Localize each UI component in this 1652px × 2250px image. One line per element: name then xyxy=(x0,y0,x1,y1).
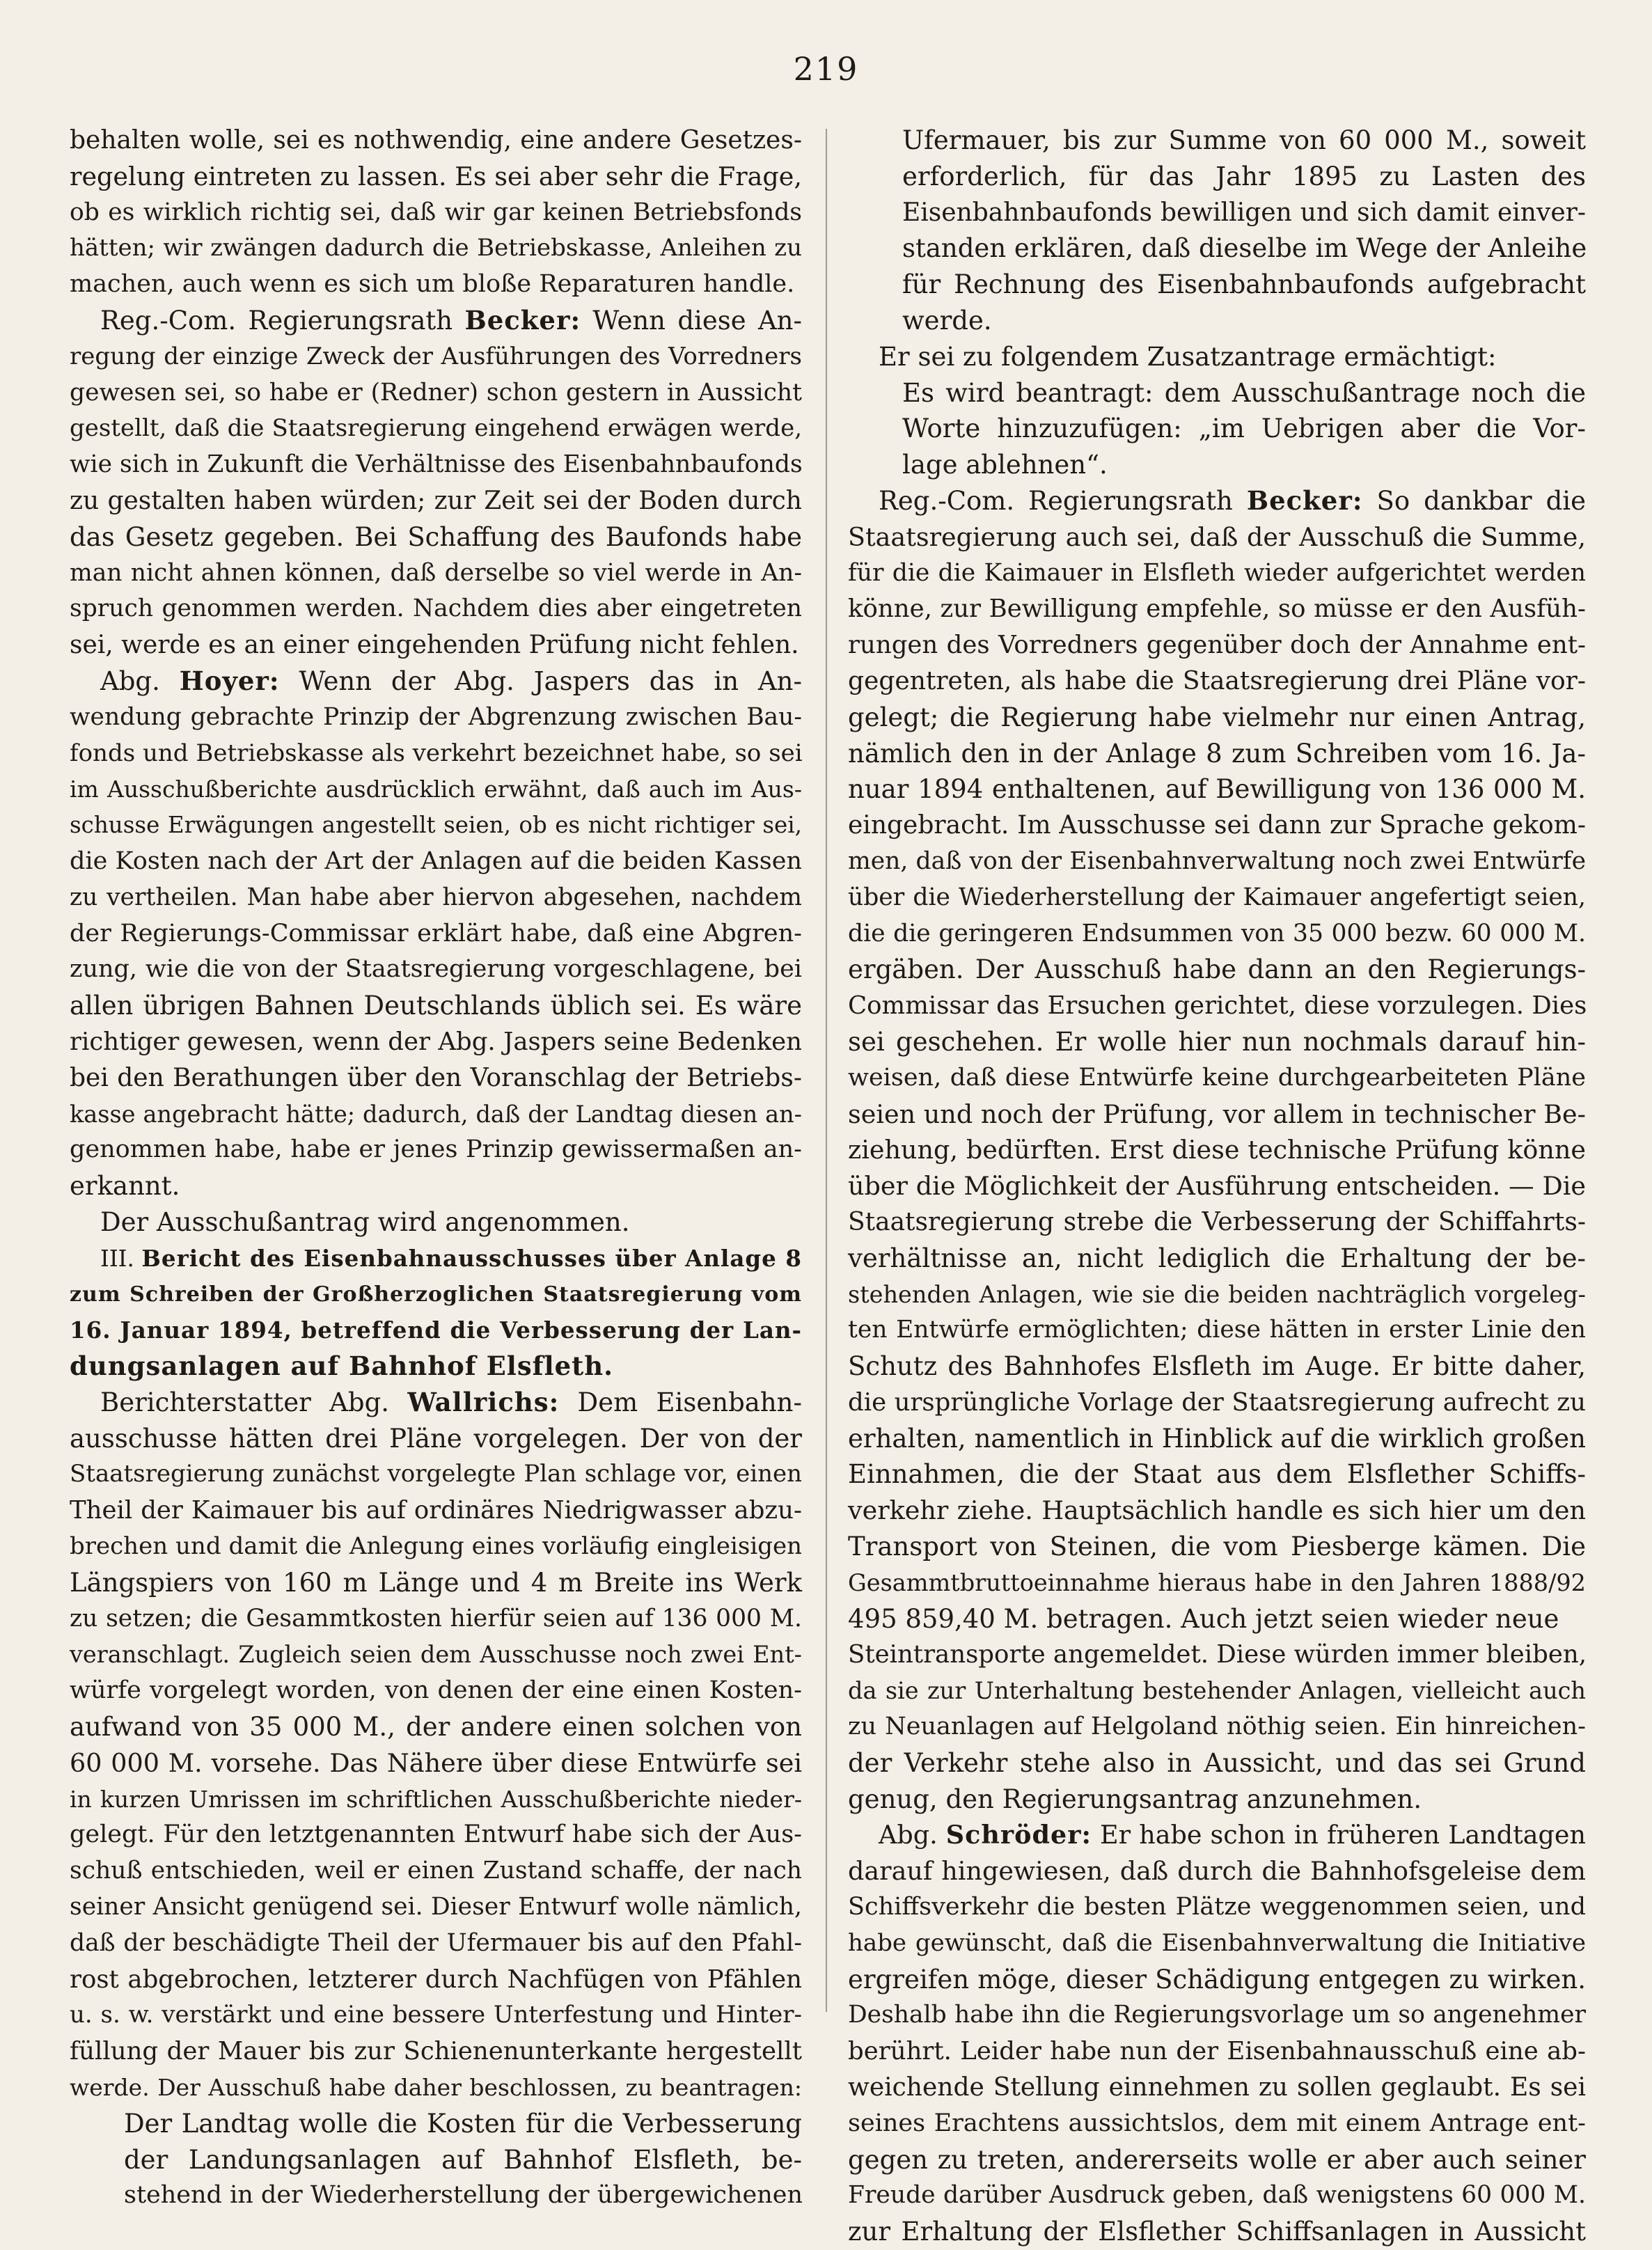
line-text: zu vertheilen. Man habe aber hiervon abgesehen, nachdem xyxy=(70,883,802,911)
line-text: Staatsregierung strebe die Verbesserung der Schiffahrts- xyxy=(848,1207,1586,1236)
text-line xyxy=(70,844,802,880)
text-line xyxy=(848,2070,1586,2106)
line-text: nuar 1894 enthaltenen, auf Bewilligung von 136 000 M. xyxy=(848,774,1586,805)
line-text: über die Wiederherstellung der Kaimauer angefertigt seien, xyxy=(848,883,1586,911)
text-line xyxy=(848,1817,1586,1853)
text-line xyxy=(848,556,1586,592)
line-text: das Gesetz gegeben. Bei Schaffung des Baufonds habe xyxy=(70,521,802,552)
text-line xyxy=(70,2178,802,2214)
text-line xyxy=(848,1096,1586,1133)
text-line xyxy=(848,1926,1586,1962)
text-line xyxy=(70,483,802,519)
line-text-after: Wenn der Abg. Jaspers das in An- xyxy=(279,666,802,696)
text-line xyxy=(848,339,1586,375)
bold-text: dungsanlagen auf Bahnhof Elsfleth. xyxy=(70,1351,614,1382)
text-line xyxy=(70,1565,802,1601)
line-text: Schiffsverkehr die besten Plätze weggenommen seien, und xyxy=(848,1893,1586,1921)
text-line xyxy=(848,1601,1586,1637)
line-text: rungen des Vorredners gegenüber doch der Annahme ent- xyxy=(848,631,1586,660)
line-text-after: Dem Eisenbahn- xyxy=(559,1387,802,1417)
line-text-after: So dankbar die xyxy=(1362,485,1587,516)
line-text: machen, auch wenn es sich um bloße Reparaturen handle. xyxy=(70,270,795,299)
column-divider xyxy=(826,129,827,2012)
line-text: Steintransporte angemeldet. Diese würden immer bleiben, xyxy=(848,1640,1587,1669)
text-line xyxy=(70,771,802,808)
text-line xyxy=(70,627,802,663)
text-line xyxy=(70,123,802,159)
text-line xyxy=(848,195,1586,231)
text-line xyxy=(848,591,1586,627)
line-text: Staatsregierung auch sei, daß der Ausschuß die Summe, xyxy=(848,521,1586,552)
text-line xyxy=(848,1132,1586,1168)
line-text: Es wird beantragt: dem Ausschußantrage noch die xyxy=(902,377,1586,408)
line-text-after: Er habe schon in früheren Landtagen xyxy=(1091,1820,1587,1850)
line-text: habe gewünscht, daß die Eisenbahnverwaltung die Initiative xyxy=(848,1928,1586,1957)
text-line xyxy=(848,1673,1586,1709)
line-text: lage ablehnen“. xyxy=(902,450,1108,480)
line-text: stehenden Anlagen, wie sie die beiden nachträglich vorgeleg- xyxy=(848,1280,1586,1308)
line-text: ausschusse hätten drei Pläne vorgelegen. Der von der xyxy=(70,1423,802,1454)
page-number: 219 xyxy=(793,50,859,88)
line-text: verkehr ziehe. Hauptsächlich handle es sich hier um den xyxy=(848,1495,1586,1526)
line-text: zung, wie die von der Staatsregierung vorgeschlagene, bei xyxy=(70,955,802,984)
text-line xyxy=(70,1817,802,1853)
line-text: Einnahmen, die der Staat aus dem Elsflether Schiffs- xyxy=(848,1459,1586,1490)
line-text: Staatsregierung zunächst vorgelegte Plan schlage vor, einen xyxy=(70,1460,802,1488)
text-line xyxy=(70,1997,802,2033)
line-text: zu gestalten haben würden; zur Zeit sei der Boden durch xyxy=(70,486,802,515)
text-line xyxy=(848,1241,1586,1277)
line-text: 495 859,40 M. betragen. Auch jetzt seien wieder neue xyxy=(848,1603,1559,1634)
line-text: eingebracht. Im Ausschusse sei dann zur Sprache gekom- xyxy=(848,811,1586,840)
text-line xyxy=(70,1456,802,1493)
text-line xyxy=(70,1385,802,1421)
line-text: gelegt. Für den letztgenannten Entwurf habe sich der Aus- xyxy=(70,1820,802,1849)
left-column xyxy=(70,123,802,2214)
line-text: allen übrigen Bahnen Deutschlands üblich sei. Es wäre xyxy=(70,991,802,1021)
text-line xyxy=(70,1601,802,1637)
text-line xyxy=(70,159,802,195)
line-text: genug, den Regierungsantrag anzunehmen. xyxy=(848,1784,1422,1814)
line-text: der Verkehr stehe also in Aussicht, und das sei Grund xyxy=(848,1747,1586,1778)
line-text: men, daß von der Eisenbahnverwaltung noch zwei Entwürfe xyxy=(848,847,1586,875)
line-text: man nicht ahnen können, daß derselbe so viel werde in An- xyxy=(70,558,802,587)
text-line xyxy=(70,1312,802,1348)
text-line xyxy=(70,519,802,556)
text-line xyxy=(848,1889,1586,1926)
text-line xyxy=(70,1096,802,1133)
line-text: Reg.-Com. Regierungsrath xyxy=(879,485,1247,516)
bold-text: Becker: xyxy=(1246,485,1363,516)
line-text: rost abgebrochen, letzterer durch Nachfügen von Pfählen xyxy=(70,1965,802,1994)
text-line xyxy=(848,1637,1586,1673)
text-line xyxy=(70,1421,802,1457)
line-text: wendung gebrachte Prinzip der Abgrenzung zwischen Bau- xyxy=(70,702,802,731)
text-line xyxy=(848,2106,1586,2142)
line-text: sei geschehen. Er wolle hier nun nochmals darauf hin- xyxy=(848,1026,1586,1057)
line-text: weichende Stellung einnehmen zu sollen geglaubt. Es sei xyxy=(848,2073,1586,2102)
text-line xyxy=(848,1962,1586,1998)
line-text: standen erklären, daß dieselbe im Wege der Anleihe xyxy=(902,233,1587,264)
text-line xyxy=(70,1204,802,1241)
line-text: Deshalb habe ihn die Regierungsvorlage um so angenehmer xyxy=(848,2001,1586,2029)
text-line xyxy=(848,1709,1586,1745)
text-line xyxy=(848,1024,1586,1060)
text-line xyxy=(70,447,802,483)
text-line xyxy=(70,1709,802,1745)
right-column xyxy=(848,123,1586,2250)
line-text: veranschlagt. Zugleich seien dem Ausschusse noch zwei Ent- xyxy=(70,1641,802,1669)
text-line xyxy=(848,1421,1586,1457)
text-line xyxy=(70,700,802,736)
line-text: ten Entwürfe ermöglichten; diese hätten in erster Linie den xyxy=(848,1316,1586,1344)
line-text: genommen habe, habe er jenes Prinzip gewissermaßen an- xyxy=(70,1135,802,1164)
text-line xyxy=(848,1529,1586,1565)
text-line xyxy=(70,411,802,447)
line-text: erhalten, namentlich in Hinblick auf die wirklich großen xyxy=(848,1423,1586,1454)
line-text: seiner Ansicht genügend sei. Dieser Entwurf wolle nämlich, xyxy=(70,1893,802,1921)
text-line xyxy=(70,1781,802,1818)
text-line xyxy=(848,1853,1586,1889)
line-text: zu setzen; die Gesammtkosten hierfür seien auf 136 000 M. xyxy=(70,1604,802,1633)
text-line xyxy=(70,916,802,952)
line-text: richtiger gewesen, wenn der Abg. Jaspers seine Bedenken xyxy=(70,1027,802,1056)
line-text: seien und noch der Prüfung, vor allem in technischer Be- xyxy=(848,1099,1586,1129)
text-line xyxy=(70,1529,802,1565)
line-text: der Landungsanlagen auf Bahnhof Elsfleth, be- xyxy=(124,2144,802,2175)
line-text: Längspiers von 160 m Länge und 4 m Breite ins Werk xyxy=(70,1567,802,1598)
text-line xyxy=(70,1673,802,1709)
text-line xyxy=(848,1168,1586,1204)
line-text: weisen, daß diese Entwürfe keine durchgearbeiteten Pläne xyxy=(848,1063,1586,1092)
text-line xyxy=(848,1312,1586,1348)
line-text: zur Erhaltung der Elsflether Schiffsanlagen in Aussicht xyxy=(848,2217,1586,2247)
line-text: im Ausschußberichte ausdrücklich erwähnt, daß auch im Aus- xyxy=(70,776,802,803)
text-line xyxy=(70,1745,802,1781)
text-line xyxy=(848,303,1586,339)
line-text: für die die Kaimauer in Elsfleth wieder aufgerichtet werden xyxy=(848,558,1586,587)
line-text: erforderlich, für das Jahr 1895 zu Lasten des xyxy=(902,161,1586,191)
text-line xyxy=(70,1637,802,1673)
text-line xyxy=(848,1997,1586,2033)
bold-text: Bericht des Eisenbahnausschusses über Anlage 8 xyxy=(141,1244,802,1272)
text-line xyxy=(848,1277,1586,1313)
text-line xyxy=(70,2033,802,2070)
bold-text: Wallrichs: xyxy=(407,1386,560,1417)
text-line xyxy=(70,880,802,916)
text-line xyxy=(848,411,1586,447)
line-text: ergäben. Der Ausschuß habe dann an den Regierungs- xyxy=(848,954,1586,985)
text-line xyxy=(848,736,1586,772)
line-text: hätten; wir zwängen dadurch die Betriebskasse, Anleihen zu xyxy=(70,234,802,262)
line-text: Er sei zu folgendem Zusatzantrage ermächtigt: xyxy=(879,341,1497,372)
text-line xyxy=(70,663,802,700)
text-line xyxy=(848,1456,1586,1493)
line-text: erkannt. xyxy=(70,1171,180,1202)
line-text: zu Neuanlagen auf Helgoland nöthig seien. Ein hinreichen- xyxy=(848,1713,1586,1741)
text-line xyxy=(70,1241,802,1277)
text-line xyxy=(848,1565,1586,1601)
text-line xyxy=(848,952,1586,988)
text-line xyxy=(848,627,1586,663)
line-text: gewesen sei, so habe er (Redner) schon gestern in Aussicht xyxy=(70,378,802,407)
line-text: Theil der Kaimauer bis auf ordinäres Niedrigwasser abzu- xyxy=(70,1496,802,1525)
text-line xyxy=(848,230,1586,267)
line-text: Schutz des Bahnhofes Elsfleth im Auge. Er bitte daher, xyxy=(848,1351,1586,1382)
line-text: Gesammtbruttoeinnahme hieraus habe in den Jahren 1888/92 xyxy=(848,1568,1586,1596)
text-line xyxy=(70,1168,802,1204)
line-text: Abg. xyxy=(100,666,180,696)
text-line xyxy=(70,1348,802,1385)
text-line xyxy=(848,447,1586,483)
bold-text: zum Schreiben der Großherzoglichen Staatsregierung vom xyxy=(70,1282,802,1307)
line-text: füllung der Mauer bis zur Schienenunterkante hergestellt xyxy=(70,2037,802,2066)
line-text: aufwand von 35 000 M., der andere einen solchen von xyxy=(70,1712,802,1742)
line-text: 60 000 M. vorsehe. Das Nähere über diese Entwürfe sei xyxy=(70,1747,802,1778)
line-text: werde. xyxy=(902,305,992,336)
line-text: Berichterstatter Abg. xyxy=(100,1387,408,1417)
line-text: in kurzen Umrissen im schriftlichen Ausschußberichte nieder- xyxy=(70,1785,802,1813)
line-text: werde. Der Ausschuß habe daher beschlossen, zu beantragen: xyxy=(70,2074,802,2102)
text-line xyxy=(848,663,1586,700)
text-line xyxy=(848,375,1586,411)
line-text: Freude darüber Ausdruck geben, daß wenigstens 60 000 M. xyxy=(848,2181,1586,2210)
text-line xyxy=(70,303,802,339)
text-line xyxy=(848,2214,1586,2250)
text-line xyxy=(848,2033,1586,2070)
line-text: darauf hingewiesen, daß durch die Bahnhofsgeleise dem xyxy=(848,1856,1586,1887)
bold-text: 16. Januar 1894, betreffend die Verbesserung der Lan- xyxy=(70,1316,802,1344)
line-text: die die geringeren Endsummen von 35 000 bezw. 60 000 M. xyxy=(848,919,1586,947)
line-text: die ursprüngliche Vorlage der Staatsregierung aufrecht zu xyxy=(848,1387,1586,1417)
text-line xyxy=(848,159,1586,195)
line-text: seines Erachtens aussichtslos, dem mit einem Antrage ent- xyxy=(848,2109,1586,2137)
bold-text: Schröder: xyxy=(945,1820,1092,1850)
line-text: berührt. Leider habe nun der Eisenbahnausschuß eine ab- xyxy=(848,2037,1586,2066)
line-text: über die Möglichkeit der Ausführung entscheiden. — Die xyxy=(848,1171,1586,1202)
line-text: würfe vorgelegt worden, von denen der eine einen Kosten- xyxy=(70,1676,802,1705)
line-text: ergreifen möge, dieser Schädigung entgegen zu wirken. xyxy=(848,1964,1586,1995)
text-line xyxy=(70,808,802,844)
text-line xyxy=(848,1060,1586,1096)
text-line xyxy=(70,1853,802,1889)
line-text: schusse Erwägungen angestellt seien, ob es nicht richtiger sei, xyxy=(70,812,802,839)
text-line xyxy=(70,230,802,267)
text-line xyxy=(848,123,1586,159)
text-line xyxy=(70,339,802,375)
line-text: Reg.-Com. Regierungsrath xyxy=(100,305,465,336)
text-line xyxy=(848,483,1586,519)
bold-text: Hoyer: xyxy=(179,665,280,696)
text-line xyxy=(848,771,1586,808)
text-line xyxy=(848,1781,1586,1818)
line-text: gegen zu treten, andererseits wolle er aber auch seiner xyxy=(848,2144,1586,2175)
line-text: da sie zur Unterhaltung bestehender Anlagen, vielleicht auch xyxy=(848,1677,1586,1705)
text-line xyxy=(848,1385,1586,1421)
line-text: Transport von Steinen, die vom Piesberge kämen. Die xyxy=(848,1532,1586,1562)
text-line xyxy=(70,1493,802,1529)
text-line xyxy=(70,375,802,411)
line-text: III. xyxy=(100,1245,142,1272)
text-line xyxy=(848,2142,1586,2178)
line-text: verhältnisse an, nicht lediglich die Erhaltung der be- xyxy=(848,1243,1586,1273)
text-line xyxy=(848,1745,1586,1781)
line-text: spruch genommen werden. Nachdem dies aber eingetreten xyxy=(70,595,802,623)
line-text: fonds und Betriebskasse als verkehrt bezeichnet habe, so sei xyxy=(70,739,803,767)
line-text: Commissar das Ersuchen gerichtet, diese vorzulegen. Dies xyxy=(848,991,1587,1021)
text-line xyxy=(70,1060,802,1096)
line-text: für Rechnung des Eisenbahnbaufonds aufgebracht xyxy=(902,269,1586,300)
text-line xyxy=(70,591,802,627)
line-text: ob es wirklich richtig sei, daß wir gar keinen Betriebsfonds xyxy=(70,198,802,226)
line-text: regelung eintreten zu lassen. Es sei aber sehr die Frage, xyxy=(70,161,802,191)
text-line xyxy=(70,1889,802,1926)
line-text: Ufermauer, bis zur Summe von 60 000 M., soweit xyxy=(902,125,1586,155)
text-line xyxy=(848,700,1586,736)
line-text: Abg. xyxy=(879,1820,946,1850)
line-text: regung der einzige Zweck der Ausführungen des Vorredners xyxy=(70,342,802,370)
line-text: gegentreten, als habe die Staatsregierung drei Pläne vor- xyxy=(848,666,1586,695)
text-line xyxy=(848,1204,1586,1241)
bold-text: Becker: xyxy=(464,304,581,336)
text-line xyxy=(848,988,1586,1024)
text-line xyxy=(70,267,802,303)
text-line xyxy=(848,880,1586,916)
text-line xyxy=(70,2070,802,2106)
text-line xyxy=(848,1493,1586,1529)
text-line xyxy=(70,195,802,231)
line-text: Der Ausschußantrag wird angenommen. xyxy=(100,1206,630,1237)
text-line xyxy=(848,844,1586,880)
line-text: u. s. w. verstärkt und eine bessere Unterfestung und Hinter- xyxy=(70,2001,802,2029)
text-line xyxy=(848,1348,1586,1385)
line-text: kasse angebracht hätte; dadurch, daß der Landtag diesen an- xyxy=(70,1100,802,1128)
line-text-after: Wenn diese An- xyxy=(581,305,803,336)
line-text: der Regierungs-Commissar erklärt habe, daß eine Abgren- xyxy=(70,919,802,947)
text-line xyxy=(70,2106,802,2142)
line-text: daß der beschädigte Theil der Ufermauer bis auf den Pfahl- xyxy=(70,1928,802,1957)
text-line xyxy=(70,988,802,1024)
line-text: Der Landtag wolle die Kosten für die Verbesserung xyxy=(124,2108,802,2139)
text-line xyxy=(70,1926,802,1962)
text-line xyxy=(848,267,1586,303)
line-text: Worte hinzuzufügen: „im Uebrigen aber die Vor- xyxy=(902,414,1586,444)
line-text: schuß entschieden, weil er einen Zustand schaffe, der nach xyxy=(70,1857,802,1885)
line-text: sei, werde es an einer eingehenden Prüfung nicht fehlen. xyxy=(70,631,799,660)
text-line xyxy=(70,736,802,772)
text-line xyxy=(70,556,802,592)
text-line xyxy=(70,952,802,988)
line-text: bei den Berathungen über den Voranschlag der Betriebs- xyxy=(70,1063,802,1092)
text-line xyxy=(70,1132,802,1168)
line-text: gestellt, daß die Staatsregierung eingehend erwägen werde, xyxy=(70,414,802,443)
text-line xyxy=(848,519,1586,556)
line-text: könne, zur Bewilligung empfehle, so müsse er den Ausfüh- xyxy=(848,595,1586,624)
text-line xyxy=(70,1024,802,1060)
line-text: behalten wolle, sei es nothwendig, eine andere Gesetzes- xyxy=(70,126,802,155)
text-line xyxy=(848,916,1586,952)
text-line xyxy=(70,1962,802,1998)
text-line xyxy=(848,808,1586,844)
text-line xyxy=(70,1277,802,1313)
line-text: stehend in der Wiederherstellung der übergewichenen xyxy=(124,2181,803,2210)
text-line xyxy=(848,2178,1586,2214)
line-text: Eisenbahnbaufonds bewilligen und sich damit einver- xyxy=(902,198,1586,227)
line-text: die Kosten nach der Art der Anlagen auf die beiden Kassen xyxy=(70,847,802,875)
text-line xyxy=(70,2142,802,2178)
line-text: nämlich den in der Anlage 8 zum Schreiben vom 16. Ja- xyxy=(848,738,1586,769)
line-text: wie sich in Zukunft die Verhältnisse des Eisenbahnbaufonds xyxy=(70,450,803,479)
line-text: brechen und damit die Anlegung eines vorläufig eingleisigen xyxy=(70,1532,802,1561)
line-text: ziehung, bedürften. Erst diese technische Prüfung könne xyxy=(848,1135,1586,1165)
line-text: gelegt; die Regierung habe vielmehr nur einen Antrag, xyxy=(848,702,1586,732)
